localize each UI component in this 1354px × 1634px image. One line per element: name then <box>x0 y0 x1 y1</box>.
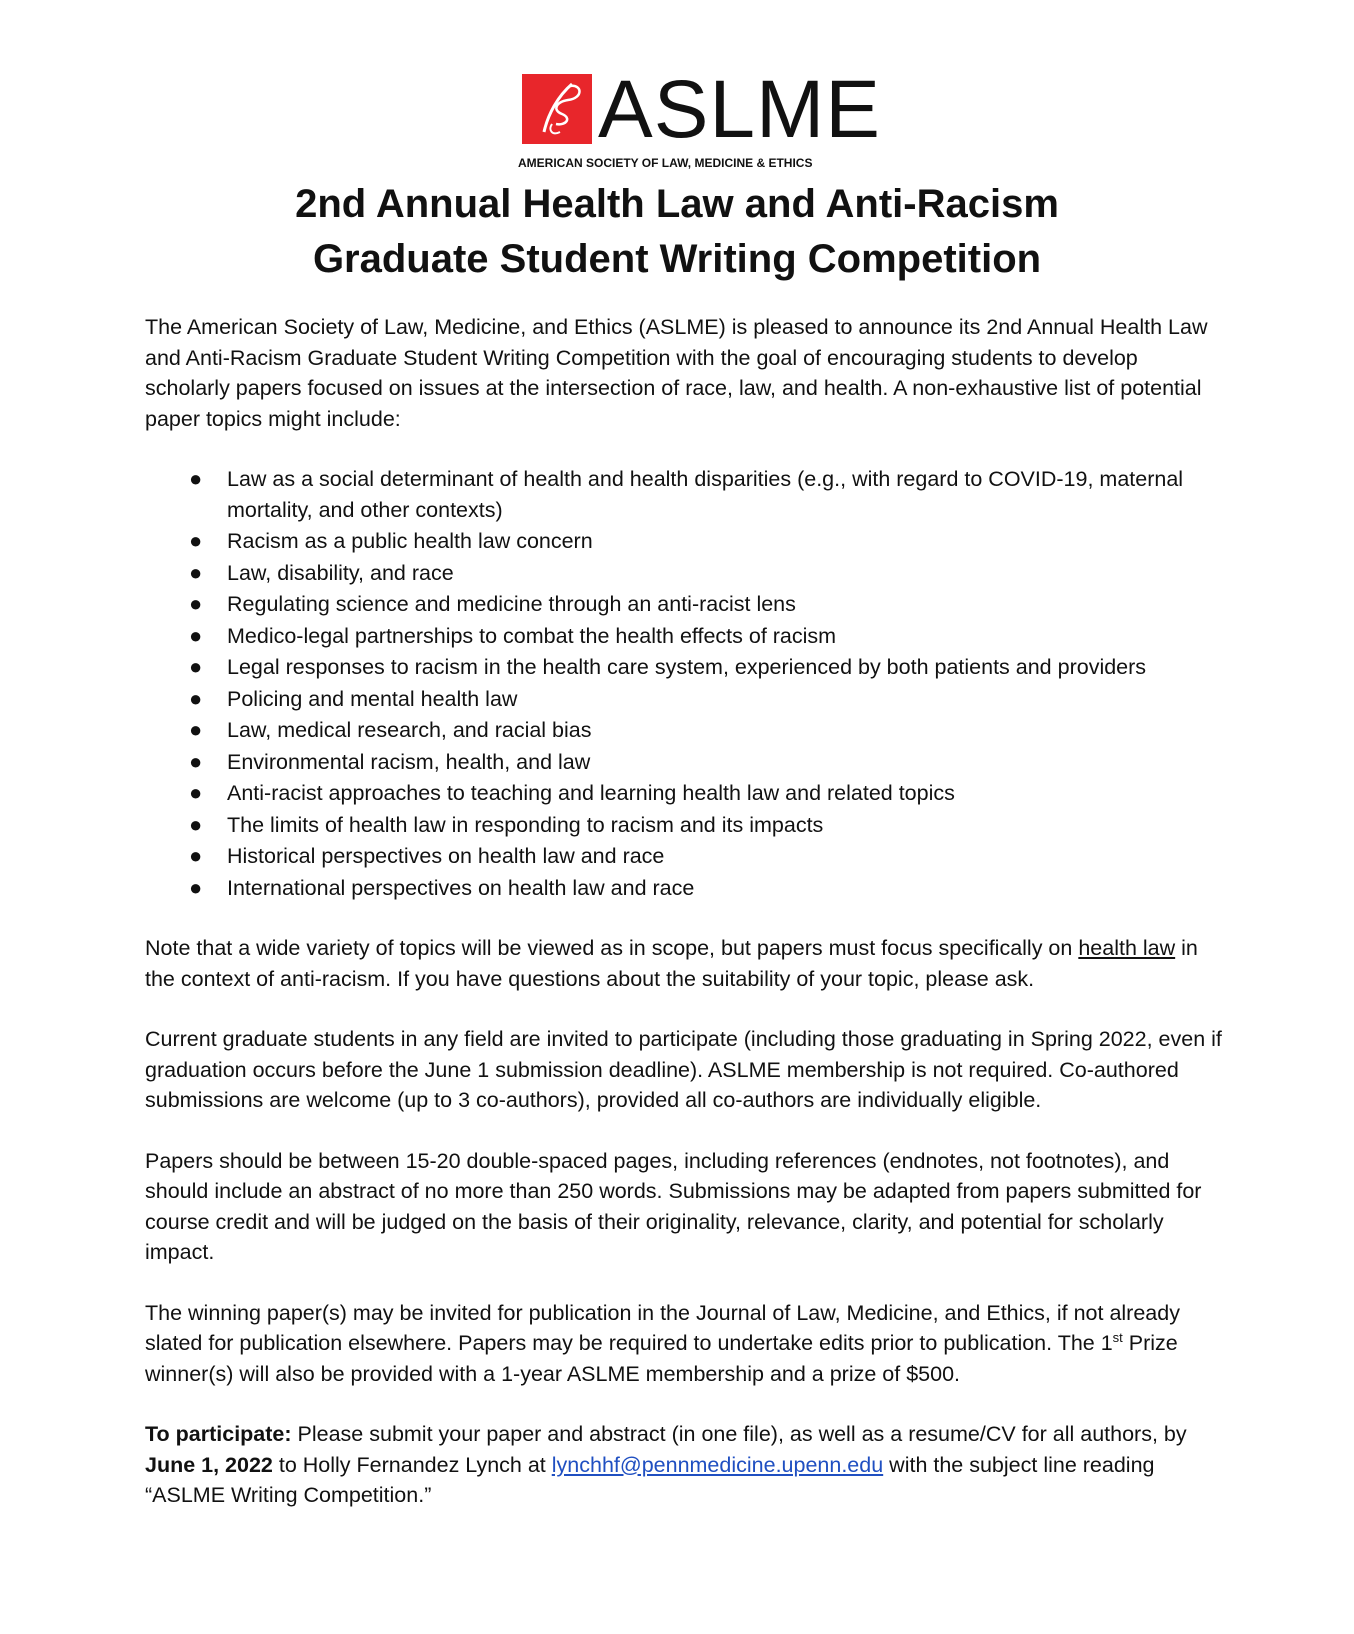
list-item <box>145 589 1225 620</box>
logo-subtitle: AMERICAN SOCIETY OF LAW, MEDICINE & ETHICS <box>518 156 813 170</box>
health-law-underlined: health law <box>1078 936 1176 960</box>
list-item-text: Environmental racism, health, and law <box>227 749 591 774</box>
bullet-icon: ● <box>189 874 203 900</box>
deadline: June 1, 2022 <box>145 1452 273 1477</box>
aslme-logo <box>514 64 881 170</box>
list-item <box>145 810 1225 841</box>
list-item-text: Medico-legal partnerships to combat the health effects of racism <box>227 623 837 648</box>
list-item-text: Legal responses to racism in the health care system, experienced by both patients and providers <box>227 655 1147 679</box>
eligibility-paragraph: Current graduate students in any field are invited to participate (including those graduating in Spring 2022, even if graduation occurs before the June 1 submission deadline). ASLME membership is not required. Co-authored submissions are welcome (up to 3 co-authors), provided all co-authors are individually eligible. <box>145 1027 1222 1112</box>
prize-text-after: Prize winner(s) will also be provided with a 1-year ASLME membership and a prize of $500. <box>145 1331 1178 1386</box>
note-text-before: Note that a wide variety of topics will be viewed as in scope, but papers must focus specifically on <box>145 936 1079 960</box>
list-item <box>145 778 1225 809</box>
note-text-after: in the context of anti-racism. If you have questions about the suitability of your topic, please ask. <box>145 936 1198 991</box>
list-item-text: International perspectives on health law and race <box>227 875 695 900</box>
bullet-icon: ● <box>189 748 203 774</box>
bullet-icon: ● <box>189 717 203 742</box>
intro-paragraph: The American Society of Law, Medicine, and Ethics (ASLME) is pleased to announce its 2nd Annual Health Law and Anti-Racism Graduate Student Writing Competition with the goal of encouraging students to develop scholarly papers focused on issues at the intersection of race, law, and health. A non-exhaustive list of potential paper topics might include: <box>145 315 1208 431</box>
page-title <box>0 177 1354 287</box>
requirements-paragraph: Papers should be between 15-20 double-spaced pages, including references (endnotes, not footnotes), and should include an abstract of no more than 250 words. Submissions may be adapted from papers submitted for course credit and will be judged on the basis of their originality, relevance, clarity, and potential for scholarly impact. <box>145 1148 1202 1264</box>
email-link[interactable]: lynchhf@pennmedicine.upenn.edu <box>551 1452 884 1477</box>
list-item-text: Law, disability, and race <box>227 560 454 585</box>
list-item-text: Historical perspectives on health law and race <box>227 844 665 868</box>
caduceus-icon <box>522 74 592 144</box>
list-item <box>145 464 1225 525</box>
list-item <box>145 652 1225 683</box>
list-item-text: Policing and mental health law <box>227 686 518 711</box>
title-line-1: 2nd Annual Health Law and Anti-Racism <box>295 182 1059 226</box>
bullet-icon: ● <box>189 811 203 837</box>
list-item-text: Racism as a public health law concern <box>227 529 593 553</box>
bullet-icon: ● <box>189 654 203 679</box>
topic-list <box>145 464 1225 903</box>
list-item <box>145 526 1225 557</box>
ordinal-superscript: st <box>1112 1329 1123 1345</box>
bullet-icon: ● <box>189 622 203 648</box>
participate-text-3: with the subject line reading “ASLME Writing Competition.” <box>145 1452 1155 1507</box>
logo-wordmark: ASLME <box>598 64 881 155</box>
list-item <box>145 715 1225 746</box>
bullet-icon: ● <box>189 559 203 585</box>
bullet-icon: ● <box>189 843 203 868</box>
scope-note <box>145 933 1225 994</box>
list-item <box>145 684 1225 715</box>
list-item <box>145 621 1225 652</box>
list-item-text: Regulating science and medicine through an anti-racist lens <box>227 592 796 616</box>
bullet-icon: ● <box>189 466 203 491</box>
list-item <box>145 873 1225 904</box>
bullet-icon: ● <box>189 685 203 711</box>
list-item-text: Anti-racist approaches to teaching and learning health law and related topics <box>227 781 955 805</box>
bullet-icon: ● <box>189 528 203 553</box>
prize-text-before: The winning paper(s) may be invited for publication in the Journal of Law, Medicine, and Ethics, if not already slated for publication elsewhere. Papers may be required to undertake edits prior to publication. The 1 <box>145 1300 1180 1355</box>
list-item <box>145 747 1225 778</box>
prize-paragraph <box>145 1298 1225 1390</box>
participate-text-1: Please submit your paper and abstract (in one file), as well as a resume/CV for all authors, by <box>291 1422 1187 1446</box>
list-item <box>145 558 1225 589</box>
list-item-text: Law as a social determinant of health and health disparities (e.g., with regard to COVID-19, maternal mortality, and other contexts) <box>227 467 1184 522</box>
participate-label: To participate: <box>145 1422 292 1446</box>
bullet-icon: ● <box>189 780 203 805</box>
bullet-icon: ● <box>189 591 203 616</box>
participate-paragraph <box>145 1419 1225 1511</box>
participate-text-2: to Holly Fernandez Lynch at <box>272 1452 552 1477</box>
list-item <box>145 841 1225 872</box>
list-item-text: The limits of health law in responding to racism and its impacts <box>227 812 824 837</box>
title-line-2: Graduate Student Writing Competition <box>312 237 1042 281</box>
document-body <box>145 312 1225 1511</box>
list-item-text: Law, medical research, and racial bias <box>227 718 592 742</box>
